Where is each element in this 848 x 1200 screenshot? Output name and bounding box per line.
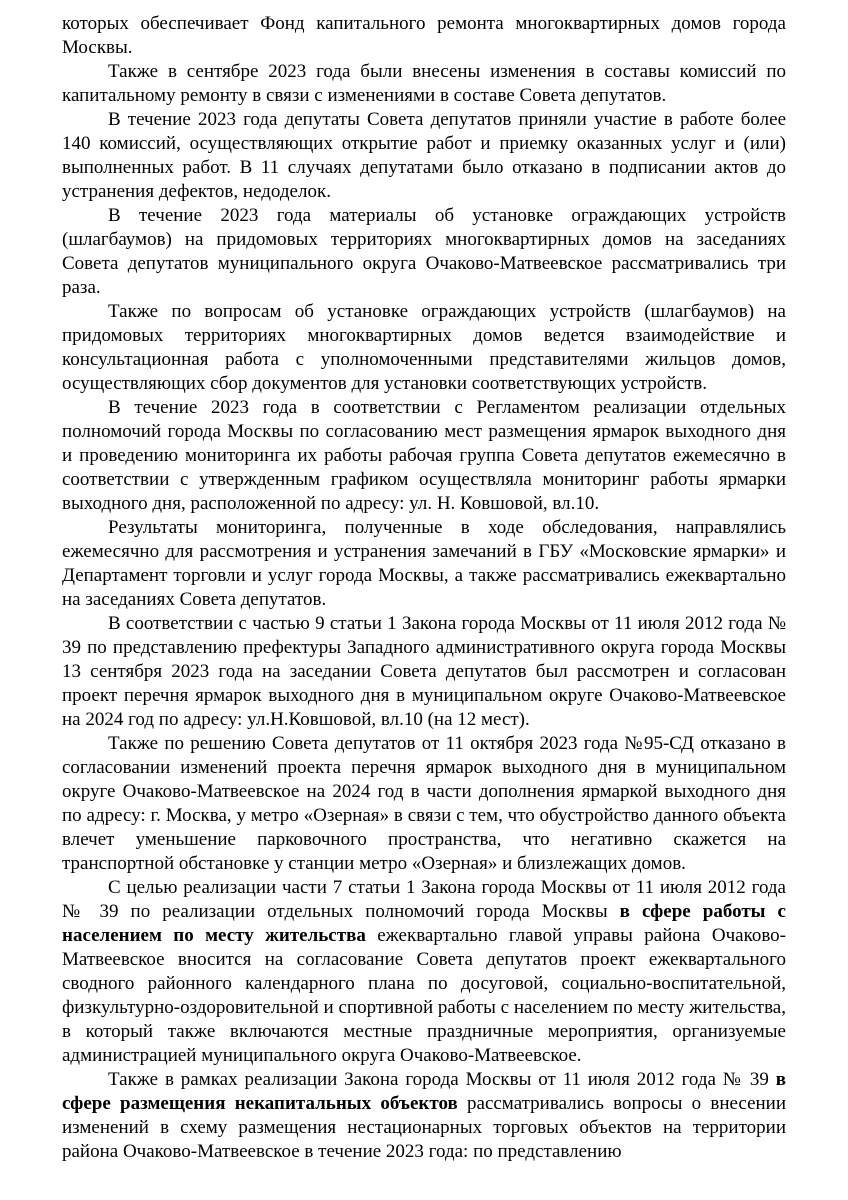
text-segment: В соответствии с частью 9 статьи 1 Закона города Москвы от 11 июля 2012 года № 39 по представлению префектуры Западного административного округа города Москвы 13 сентября 2023 года на заседании Совета депутатов был рассмотрен и согласован проект перечня ярмарок выходного дня в муниципальном округе Очаково-Матвеевское на 2024 год по адресу: ул.Н.Ковшовой, вл.10 (на 12 мест). (62, 613, 786, 730)
text-segment: ежеквартально главой управы района Очаково-Матвеевское вносится на согласование Совета депутатов проект ежеквартального сводного районного календарного плана по досуговой, социально-воспитательной, физкультурно-оздоровительной и спортивной работы с населением по месту жительства, в который также включаются местные праздничные мероприятия, организуемые администрацией муниципального округа Очаково-Матвеевское. (62, 925, 787, 1066)
text-segment: В течение 2023 года в соответствии с Регламентом реализации отдельных полномочий города Москвы по согласованию мест размещения ярмарок выходного дня и проведению мониторинга их работы рабочая группа Совета депутатов ежемесячно в соответствии с утвержденным графиком осуществляла мониторинг работы ярмарки выходного дня, расположенной по адресу: ул. Н. Ковшовой, вл.10. (62, 397, 786, 514)
bold-text-segment: в сфере работы с населением по месту жительства (62, 901, 786, 946)
text-segment: Также в сентябре 2023 года были внесены изменения в составы комиссий по капитальному ремонту в связи с изменениями в составе Совета депутатов. (62, 61, 786, 106)
paragraph (62, 612, 786, 732)
text-segment: которых обеспечивает Фонд капитального ремонта многоквартирных домов города Москвы. (62, 13, 786, 58)
text-segment: Результаты мониторинга, полученные в ходе обследования, направлялись ежемесячно для рассмотрения и устранения замечаний в ГБУ «Московские ярмарки» и Департамент торговли и услуг города Москвы, а также рассматривались ежеквартально на заседаниях Совета депутатов. (62, 517, 786, 610)
paragraph (62, 60, 786, 108)
paragraph (62, 732, 786, 876)
paragraph (62, 12, 786, 60)
paragraph (62, 876, 786, 1068)
text-segment: Также в рамках реализации Закона города Москвы от 11 июля 2012 года № 39 (108, 1069, 776, 1090)
text-segment: Также по вопросам об установке ограждающих устройств (шлагбаумов) на придомовых территориях многоквартирных домов ведется взаимодействие и консультационная работа с уполномоченными представителями жильцов домов, осуществляющих сбор документов для установки соответствующих устройств. (62, 301, 786, 394)
bold-text-segment: в сфере размещения некапитальных объектов (62, 1069, 786, 1114)
text-segment: С целью реализации части 7 статьи 1 Закона города Москвы от 11 июля 2012 года № 39 по реализации отдельных полномочий города Москвы (62, 877, 786, 922)
paragraph (62, 300, 786, 396)
document-body (62, 12, 786, 1164)
paragraph (62, 516, 786, 612)
paragraph (62, 108, 786, 204)
paragraph (62, 1068, 786, 1164)
text-segment: Также по решению Совета депутатов от 11 октября 2023 года №95-СД отказано в согласовании изменений проекта перечня ярмарок выходного дня в муниципальном округе Очаково-Матвеевское на 2024 год в части дополнения ярмаркой выходного дня по адресу: г. Москва, у метро «Озерная» в связи с тем, что обустройство данного объекта влечет уменьшение парковочного пространства, что негативно скажется на транспортной обстановке у станции метро «Озерная» и близлежащих домов. (62, 733, 786, 874)
text-segment: рассматривались вопросы о внесении изменений в схему размещения нестационарных торговых объектов на территории района Очаково-Матвеевское в течение 2023 года: по представлению (62, 1093, 787, 1162)
paragraph (62, 204, 786, 300)
paragraph (62, 396, 786, 516)
text-segment: В течение 2023 года депутаты Совета депутатов приняли участие в работе более 140 комиссий, осуществляющих открытие работ и приемку оказанных услуг и (или) выполненных работ. В 11 случаях депутатами было отказано в подписании актов до устранения дефектов, недоделок. (62, 109, 786, 202)
text-segment: В течение 2023 года материалы об установке ограждающих устройств (шлагбаумов) на придомовых территориях многоквартирных домов на заседаниях Совета депутатов муниципального округа Очаково-Матвеевское рассматривались три раза. (62, 205, 786, 298)
